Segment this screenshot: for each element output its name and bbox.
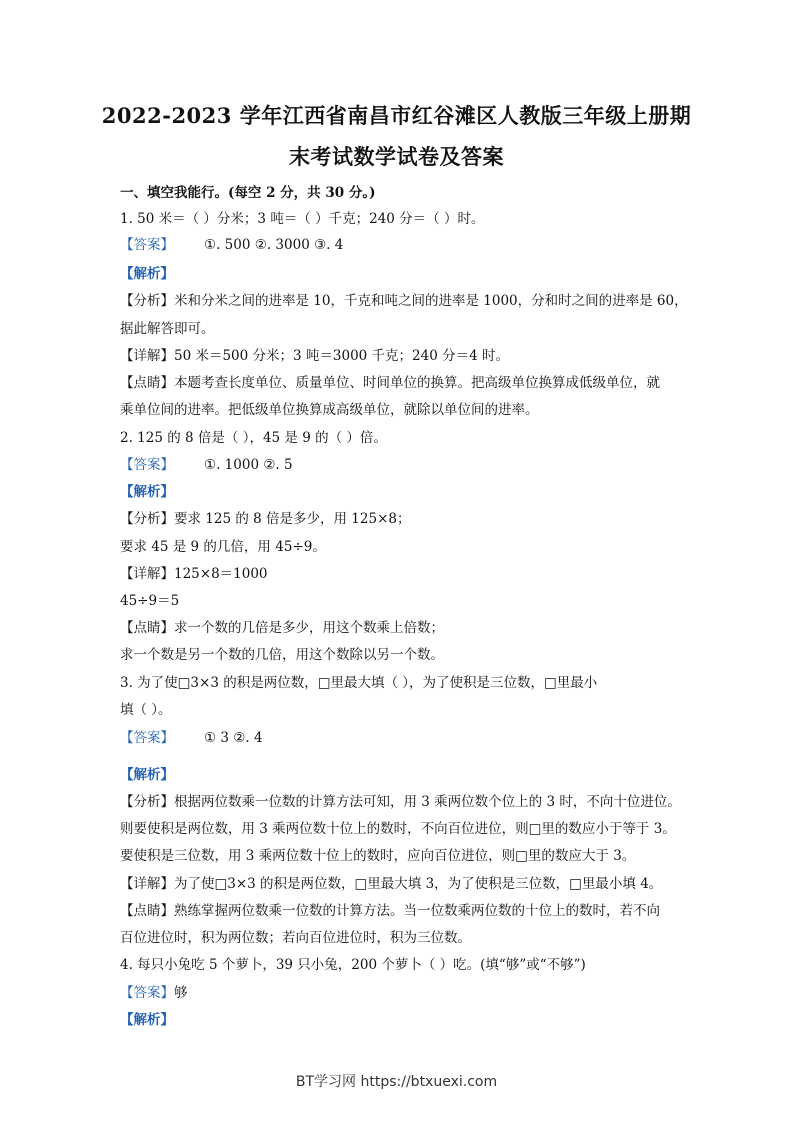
fenxi-tag: 【分析】: [120, 511, 174, 527]
q3-dianjing-row-1: [120, 899, 660, 919]
q3-fenxi-text-2: 则要使积是两位数，用 3 乘两位数十位上的数时，不向百位进位，则□里的数应小于等于 3。: [120, 821, 676, 837]
q1-answer: ①. 500 ②. 3000 ③. 4: [204, 237, 344, 253]
xiangjie-tag: 【详解】: [120, 566, 174, 582]
q3-dianjing-text-2: 百位进位时，积为两位数；若向百位进位时，积为三位数。: [120, 930, 471, 946]
jiexi-tag: 【解析】: [120, 266, 174, 282]
answer-tag: 【答案】: [120, 457, 174, 473]
q1-fenxi-text-1: 米和分米之间的进率是 10，千克和吨之间的进率是 1000，分和时之间的进率是 60，: [174, 293, 688, 309]
jiexi-tag: 【解析】: [120, 484, 174, 500]
q3-fenxi-row-1: [120, 790, 681, 810]
q3-xiangjie-row: [120, 872, 662, 892]
fenxi-tag: 【分析】: [120, 293, 174, 309]
q3-answer-row: [120, 726, 263, 746]
q2-xiangjie-text-2: 45÷9＝5: [120, 593, 180, 609]
q3-question-line-2: 填（ ）。: [120, 702, 172, 718]
jiexi-tag: 【解析】: [120, 767, 174, 783]
q2-xiangjie-row: [120, 562, 268, 582]
dianjing-tag: 【点睛】: [120, 903, 174, 919]
q3-fenxi-text-3: 要使积是三位数，用 3 乘两位数十位上的数时，应向百位进位，则□里的数应大于 3。: [120, 848, 636, 864]
xiangjie-tag: 【详解】: [120, 876, 174, 892]
q1-xiangjie-text: 50 米＝500 分米；3 吨＝3000 千克；240 分＝4 时。: [174, 348, 509, 364]
q2-fenxi-row-1: [120, 507, 410, 527]
q3-xiangjie-text: 为了使□3×3 的积是两位数，□里最大填 3，为了使积是三位数，□里最小填 4。: [174, 876, 663, 892]
q1-answer-row: [120, 233, 343, 253]
q4-answer-row: [120, 981, 188, 1001]
fenxi-tag: 【分析】: [120, 794, 174, 810]
q2-fenxi-text-2: 要求 45 是 9 的几倍，用 45÷9。: [120, 539, 326, 555]
document-title-line-2: 末考试数学试卷及答案: [289, 144, 504, 169]
answer-tag: 【答案】: [120, 730, 174, 746]
dianjing-tag: 【点睛】: [120, 620, 174, 636]
jiexi-tag: 【解析】: [120, 1012, 174, 1028]
q1-fenxi-row-1: [120, 289, 688, 309]
q1-dianjing-text-1: 本题考查长度单位、质量单位、时间单位的换算。把高级单位换算成低级单位，就: [174, 375, 660, 391]
q2-dianjing-text-2: 求一个数是另一个数的几倍，用这个数除以另一个数。: [120, 647, 444, 663]
q2-dianjing-text-1: 求一个数的几倍是多少，用这个数乘上倍数；: [174, 620, 444, 636]
q2-dianjing-row-1: [120, 616, 444, 636]
q2-answer-row: [120, 453, 293, 473]
q3-dianjing-text-1: 熟练掌握两位数乘一位数的计算方法。当一位数乘两位数的十位上的数时，若不向: [174, 903, 660, 919]
q1-dianjing-row-1: [120, 371, 660, 391]
q1-fenxi-text-2: 据此解答即可。: [120, 321, 215, 337]
q4-question: 4. 每只小兔吃 5 个萝卜，39 只小兔，200 个萝卜（ ）吃。(填“够”或“不够”): [120, 957, 586, 973]
dianjing-tag: 【点睛】: [120, 375, 174, 391]
answer-tag: 【答案】: [120, 985, 174, 1001]
q1-dianjing-text-2: 乘单位间的进率。把低级单位换算成高级单位，就除以单位间的进率。: [120, 402, 539, 418]
q3-fenxi-text-1: 根据两位数乘一位数的计算方法可知，用 3 乘两位数个位上的 3 时，不向十位进位。: [174, 794, 681, 810]
q3-answer: ① 3 ②. 4: [204, 730, 263, 746]
answer-tag: 【答案】: [120, 237, 174, 253]
q4-answer: 够: [174, 985, 188, 1001]
q1-question: 1. 50 米＝（ ）分米；3 吨＝（ ）千克；240 分＝（ ）时。: [120, 211, 485, 227]
q3-question-line-1: 3. 为了使□3×3 的积是两位数，□里最大填（ ），为了使积是三位数，□里最小: [120, 675, 598, 691]
xiangjie-tag: 【详解】: [120, 348, 174, 364]
q2-answer: ①. 1000 ②. 5: [204, 457, 293, 473]
q2-question: 2. 125 的 8 倍是（ ），45 是 9 的（ ）倍。: [120, 430, 387, 446]
document-title-line-1: 2022-2023 学年江西省南昌市红谷滩区人教版三年级上册期: [101, 103, 692, 128]
q2-fenxi-text-1: 要求 125 的 8 倍是多少，用 125×8；: [174, 511, 411, 527]
footer-watermark: BT学习网 https://btxuexi.com: [295, 1074, 498, 1090]
q1-xiangjie-row: [120, 344, 509, 364]
section-heading: 一、填空我能行。(每空 2 分，共 30 分。): [120, 185, 376, 201]
q2-xiangjie-text-1: 125×8＝1000: [174, 566, 268, 582]
